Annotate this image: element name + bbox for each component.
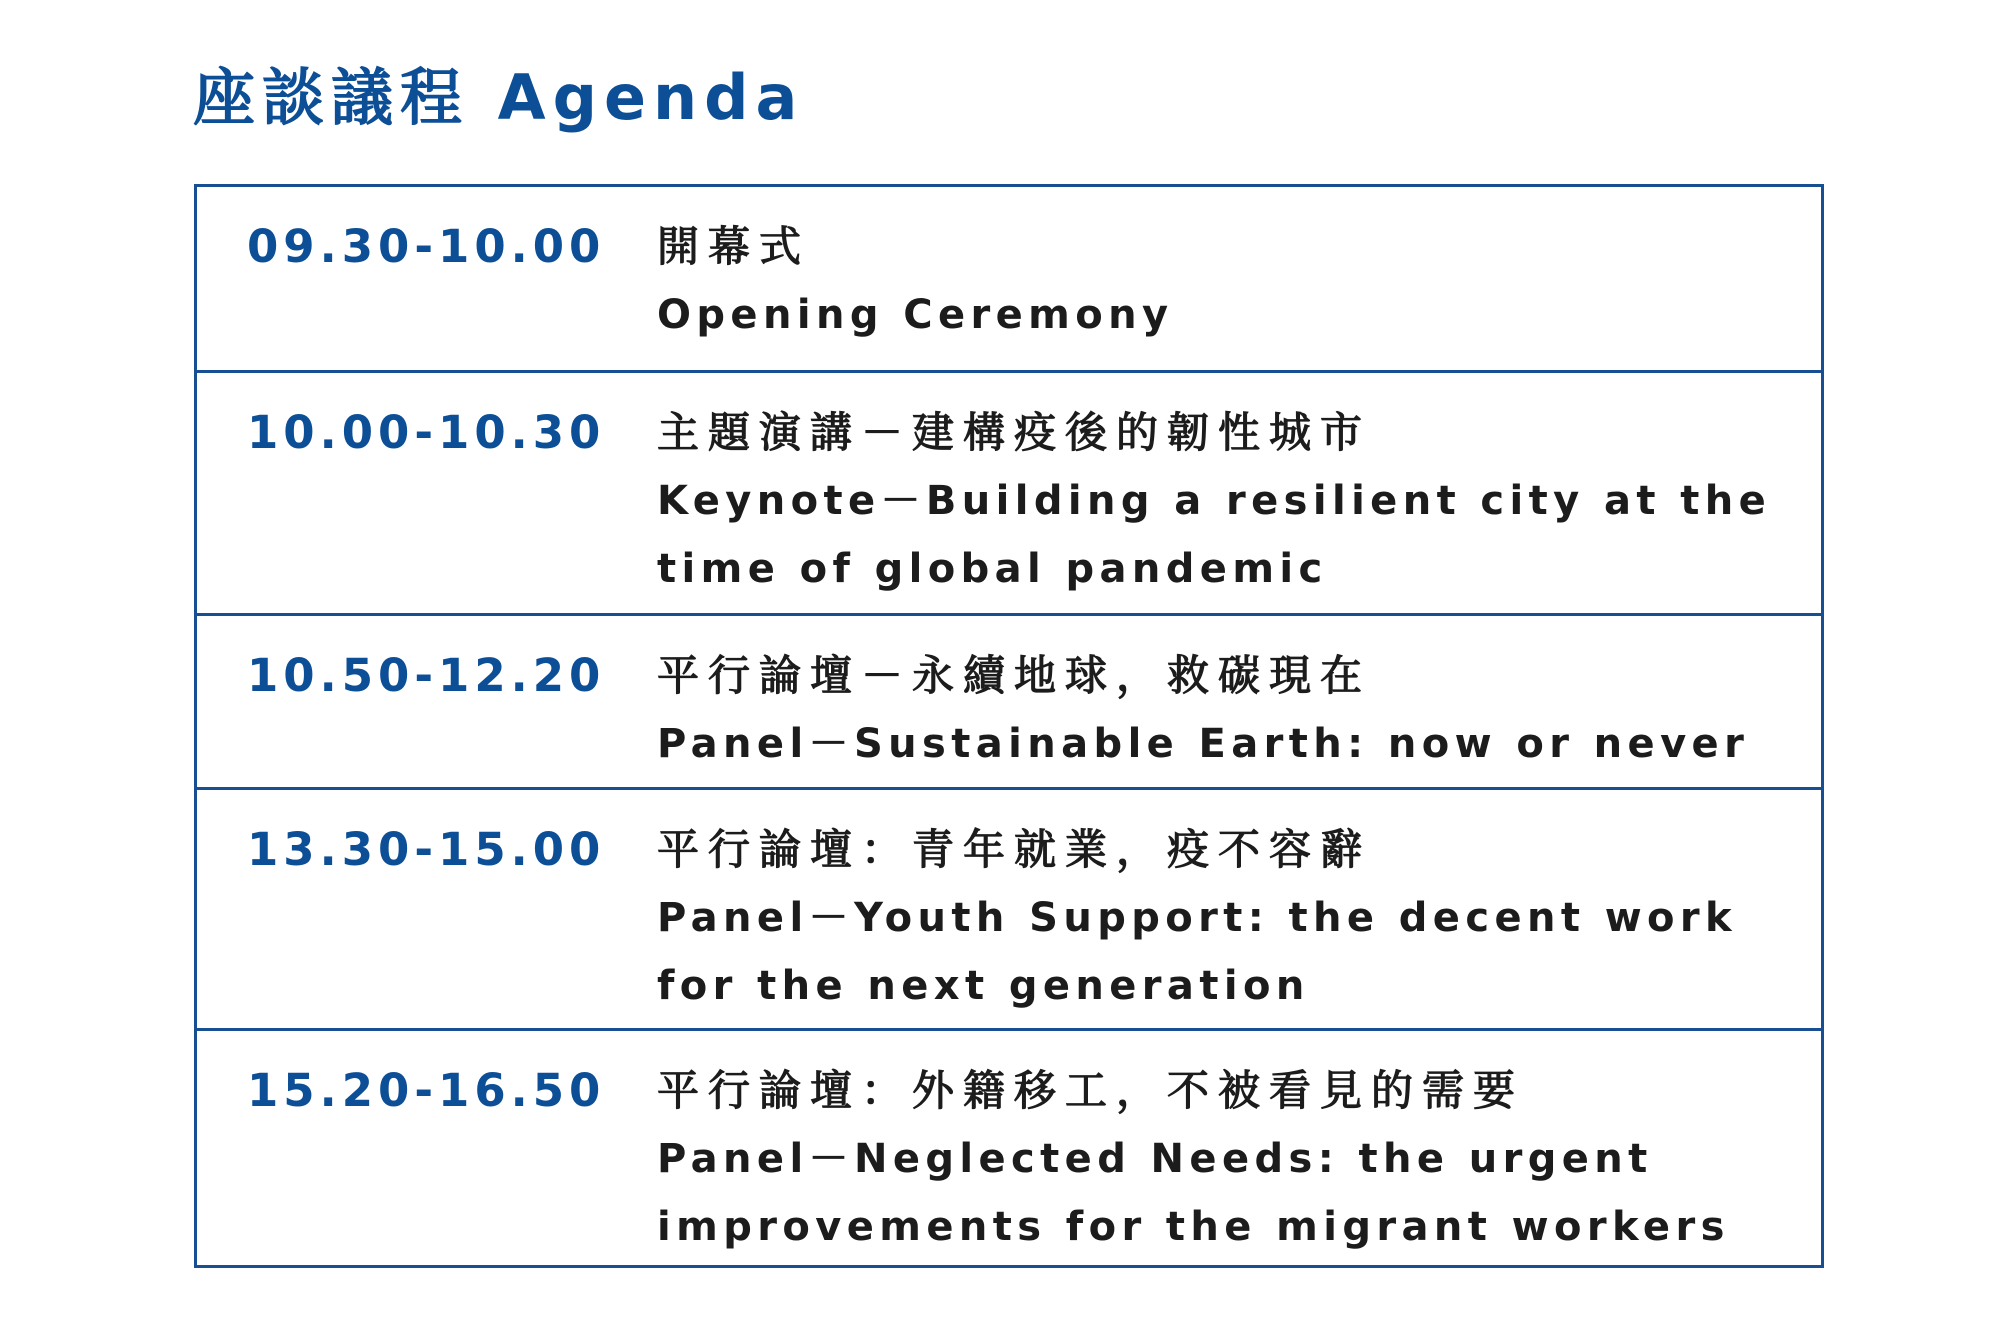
agenda-row	[197, 370, 1821, 613]
agenda-session	[657, 1057, 1807, 1261]
agenda-time: 15.20-16.50	[247, 1064, 606, 1117]
session-title-en: Panel－Sustainable Earth: now or never	[657, 721, 1750, 767]
agenda-row	[197, 187, 1821, 370]
agenda-time: 09.30-10.00	[247, 220, 606, 273]
agenda-session	[657, 816, 1807, 1020]
session-title-en: Panel－Neglected Needs: the urgent improvements for the migrant workers	[657, 1136, 1730, 1250]
session-title-zh: 平行論壇：青年就業，疫不容辭	[657, 825, 1372, 874]
agenda-row	[197, 613, 1821, 787]
session-title-en: Keynote－Building a resilient city at the time of global pandemic	[657, 478, 1772, 592]
session-title-en: Panel－Youth Support: the decent work for the next generation	[657, 895, 1738, 1009]
agenda-row	[197, 787, 1821, 1028]
session-title-zh: 開幕式	[657, 222, 811, 271]
agenda-time: 13.30-15.00	[247, 823, 606, 876]
agenda-session	[657, 213, 1807, 349]
session-title-zh: 平行論壇－永續地球，救碳現在	[657, 651, 1372, 700]
agenda-table	[194, 184, 1824, 1268]
agenda-session	[657, 399, 1807, 603]
agenda-time: 10.00-10.30	[247, 406, 606, 459]
page-title: 座談議程 Agenda	[193, 61, 805, 134]
session-title-en: Opening Ceremony	[657, 292, 1174, 338]
session-title-zh: 平行論壇：外籍移工，不被看見的需要	[657, 1066, 1525, 1115]
agenda-time: 10.50-12.20	[247, 649, 606, 702]
session-title-zh: 主題演講－建構疫後的韌性城市	[657, 408, 1372, 457]
agenda-session	[657, 642, 1807, 778]
agenda-row	[197, 1028, 1821, 1265]
